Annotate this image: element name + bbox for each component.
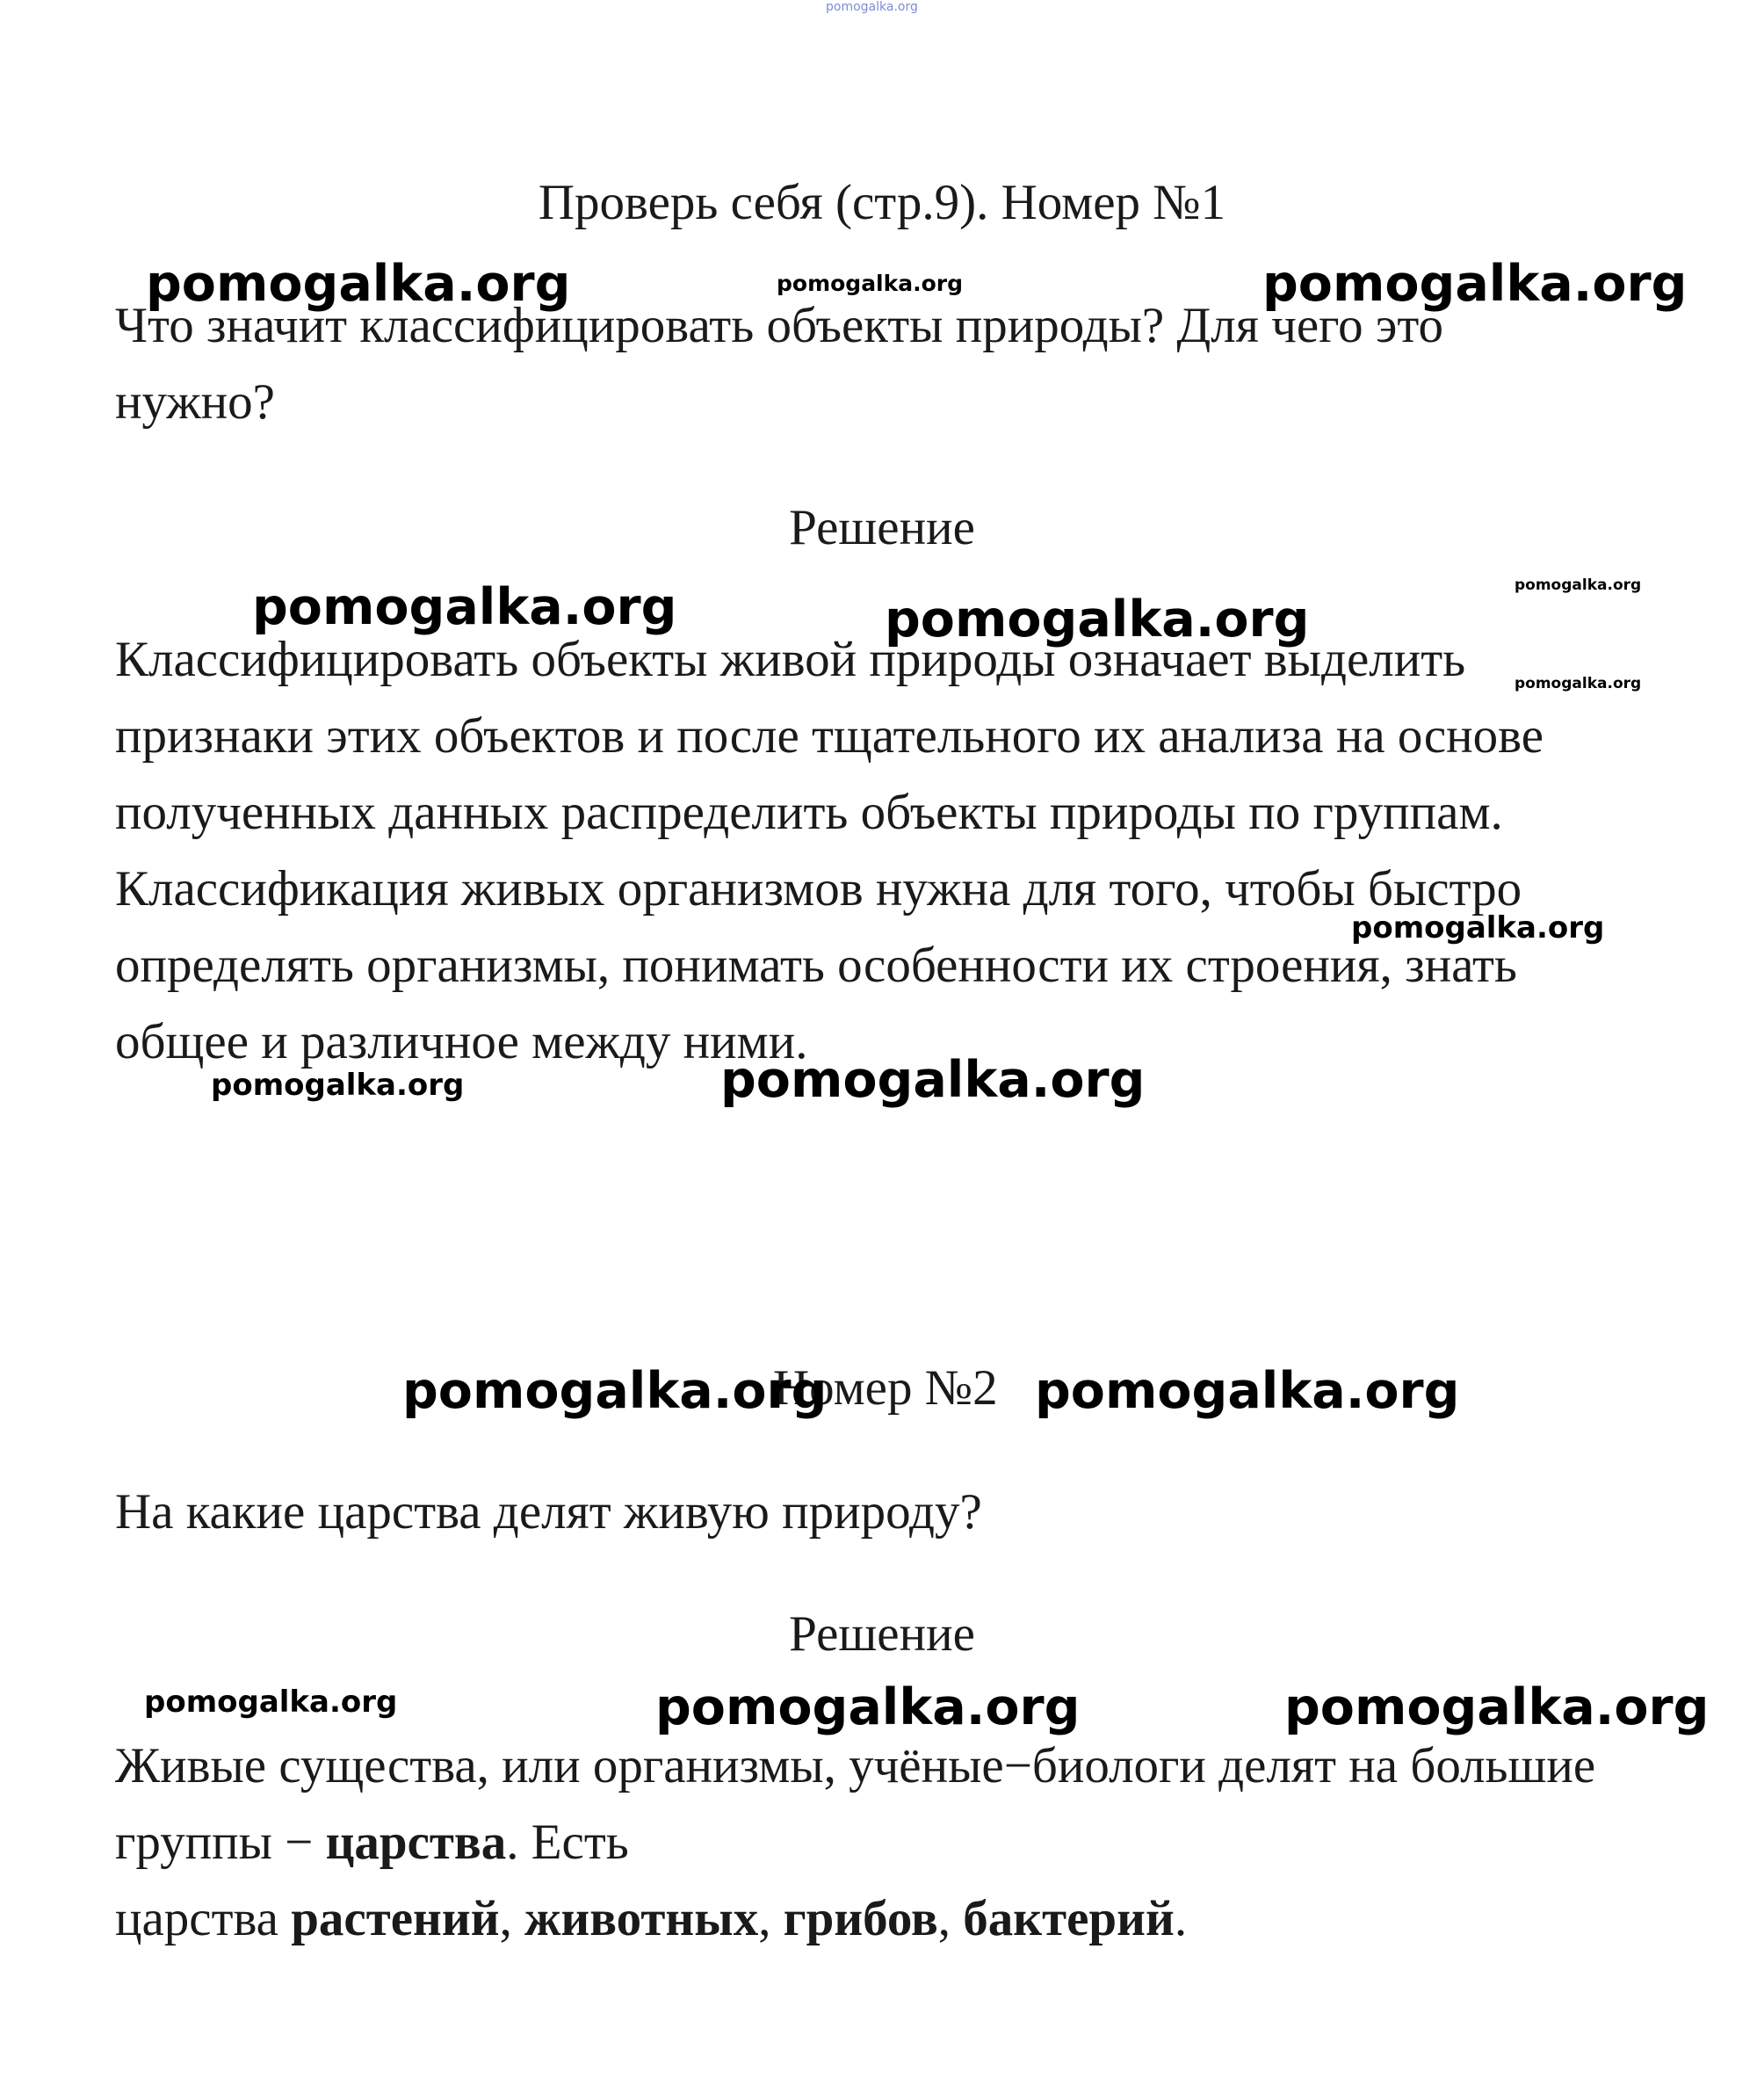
task2-answer-line2-prefix: группы − <box>115 1815 326 1870</box>
kingdom-animals: животных <box>524 1891 759 1946</box>
task2-answer-line2 <box>115 1804 629 1880</box>
watermark: pomogalka.org <box>1351 910 1605 946</box>
watermark: pomogalka.org <box>252 578 677 636</box>
separator: , <box>499 1891 525 1946</box>
task2-answer-line3 <box>115 1880 1187 1957</box>
task2-solution-label: Решение <box>789 1606 975 1662</box>
task2-answer-line2-suffix: . Есть <box>506 1815 629 1870</box>
task1-answer-line: определять организмы, понимать особенности их строения, знать <box>115 938 1517 993</box>
watermark-top: pomogalka.org <box>826 0 918 14</box>
task2-answer-line3-prefix: царства <box>115 1891 292 1946</box>
task1-question-line2: нужно? <box>115 374 275 430</box>
watermark: pomogalka.org <box>402 1362 828 1420</box>
separator: , <box>937 1891 964 1946</box>
watermark: pomogalka.org <box>1284 1678 1710 1736</box>
watermark: pomogalka.org <box>655 1678 1081 1736</box>
task1-answer-line: Классифицировать объекты живой природы означает выделить <box>115 632 1466 687</box>
kingdom-bacteria: бактерий <box>963 1891 1175 1946</box>
separator: , <box>758 1891 784 1946</box>
task1-answer-line: полученных данных распределить объекты природы по группам. <box>115 785 1503 840</box>
task1-answer-line: признаки этих объектов и после тщательного их анализа на основе <box>115 708 1544 764</box>
watermark: pomogalka.org <box>1035 1362 1460 1420</box>
task1-answer-line: общее и различное между ними. <box>115 1014 808 1069</box>
watermark: pomogalka.org <box>777 271 964 296</box>
task1-answer-line: Классификация живых организмов нужна для того, чтобы быстро <box>115 861 1522 917</box>
kingdom-plants: растений <box>291 1891 500 1946</box>
kingdom-fungi: грибов <box>783 1891 938 1946</box>
watermark: pomogalka.org <box>1515 675 1642 692</box>
watermark: pomogalka.org <box>1515 576 1642 594</box>
sentence-end: . <box>1174 1891 1188 1946</box>
task1-title: Проверь себя (стр.9). Номер №1 <box>538 175 1226 230</box>
watermark: pomogalka.org <box>1262 255 1688 313</box>
watermark: pomogalka.org <box>885 591 1310 648</box>
watermark: pomogalka.org <box>146 255 571 313</box>
task2-question: На какие царства делят живую природу? <box>115 1484 982 1540</box>
task1-solution-label: Решение <box>789 500 975 555</box>
task2-answer-line1: Живые существа, или организмы, учёные−биологи делят на большие <box>115 1738 1596 1793</box>
watermark: pomogalka.org <box>211 1068 465 1103</box>
watermark: pomogalka.org <box>720 1051 1146 1109</box>
term-kingdoms: царства <box>325 1815 507 1870</box>
watermark: pomogalka.org <box>144 1685 398 1720</box>
task2-title: Номер №2 <box>773 1360 998 1416</box>
task1-question-line1: Что значит классифицировать объекты природы? Для чего это <box>115 298 1444 353</box>
